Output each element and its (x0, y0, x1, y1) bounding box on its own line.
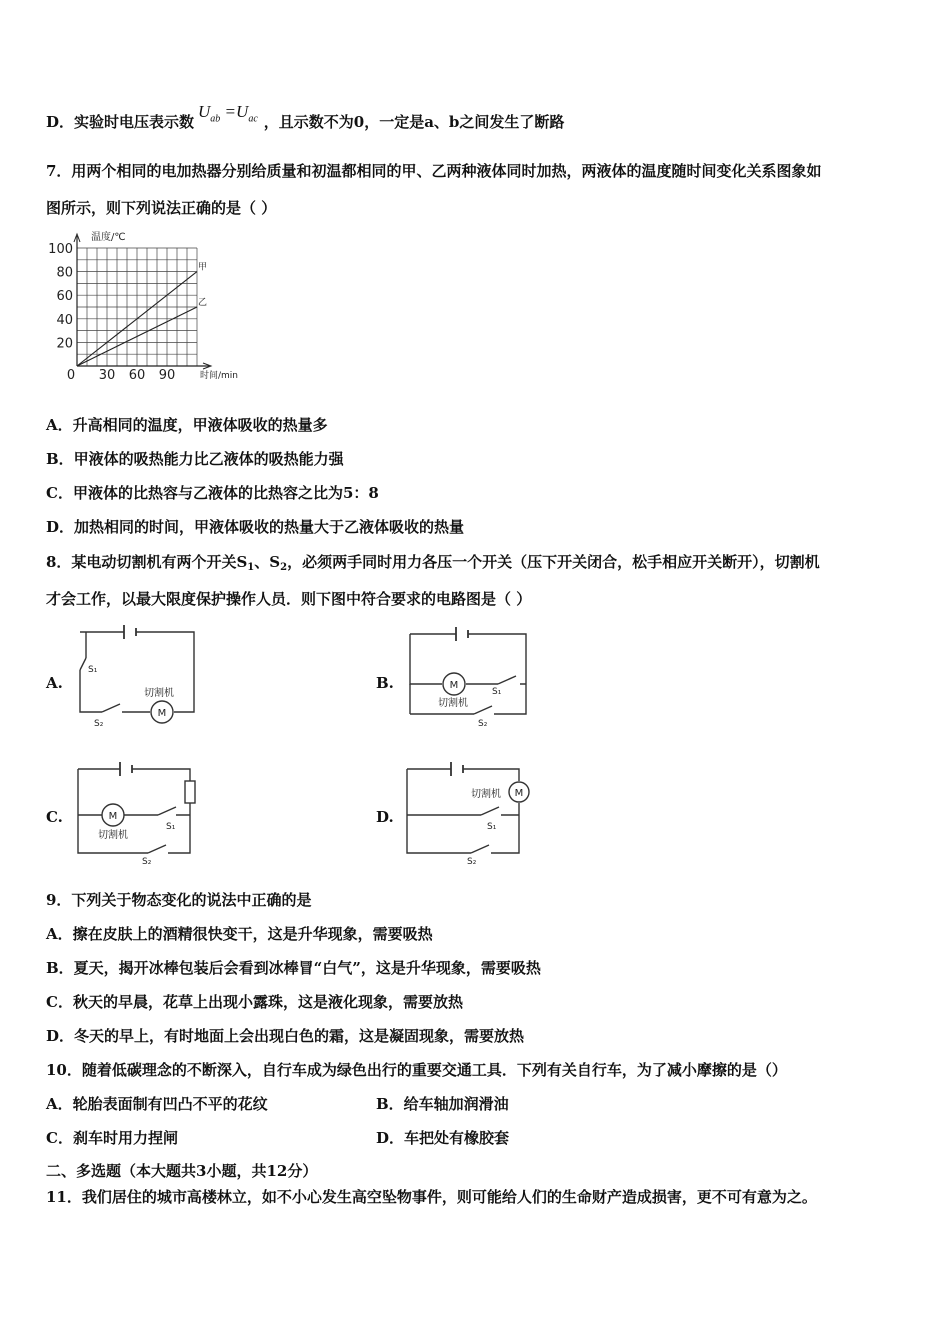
battery-icon (451, 762, 463, 776)
switch-s2-icon (148, 845, 166, 853)
q8-stem-part-b: 、S (254, 553, 281, 571)
switch-s1-icon (481, 807, 499, 815)
q8-label-b: B. (376, 674, 394, 692)
formula-uab-uac (198, 102, 258, 125)
x-tick-label: 90 (158, 368, 176, 383)
chart-grid (77, 248, 197, 366)
x-axis-title: 时间/min (200, 371, 239, 381)
q8-stem-sub1: 1 (247, 562, 255, 573)
y-axis-title: 温度/℃ (91, 232, 126, 243)
q10-option-b: B．给车轴加润滑油 (376, 1095, 509, 1113)
q8-stem-sub2: 2 (280, 562, 288, 573)
chart-axes (74, 234, 211, 369)
x-tick-label: 0 (66, 368, 76, 383)
machine-label: 切割机 (438, 698, 468, 709)
formula-eq: = (224, 102, 237, 121)
q8-stem-line2: 才会工作，以最大限度保护操作人员．则下图中符合要求的电路图是（ ） (46, 590, 532, 608)
resistor-icon (185, 781, 195, 803)
q7-option-a: A．升高相同的温度，甲液体吸收的热量多 (46, 416, 328, 434)
s2-label: S₂ (142, 857, 152, 867)
q7-option-d: D．加热相同的时间，甲液体吸收的热量大于乙液体吸收的热量 (46, 518, 465, 536)
q7-option-b: B．甲液体的吸热能力比乙液体的吸热能力强 (46, 450, 344, 468)
machine-label: 切割机 (144, 688, 174, 699)
formula-sub1: ab (210, 113, 221, 125)
q8-stem-part-c: ，必须两手同时用力各压一个开关（压下开关闭合，松手相应开关断开），切割机 (287, 553, 820, 571)
switch-s1-icon (158, 807, 176, 815)
machine-label: 切割机 (471, 789, 501, 800)
q7-stem-line2: 图所示，则下列说法正确的是（ ） (46, 199, 277, 217)
q7-temperature-chart (42, 226, 252, 384)
s2-label: S₂ (478, 719, 488, 729)
series-label-0: 甲 (198, 262, 208, 273)
y-tick-label: 40 (56, 312, 73, 328)
q8-stem-part-a: 8．某电动切割机有两个开关S (46, 553, 248, 571)
switch-s2-icon (474, 706, 492, 714)
y-tick-label: 60 (56, 289, 73, 305)
q8-label-d: D. (376, 808, 394, 826)
q9-option-d: D．冬天的早上，有时地面上会出现白色的霜，这是凝固现象，需要放热 (46, 1027, 525, 1045)
s1-label: S₁ (487, 822, 497, 832)
q10-option-a: A．轮胎表面制有凹凸不平的花纹 (46, 1095, 268, 1113)
s1-label: S₁ (166, 822, 176, 832)
machine-label: 切割机 (98, 830, 128, 841)
s2-label: S₂ (467, 857, 477, 867)
q8-label-a: A. (46, 674, 63, 692)
formula-u2: U (236, 102, 249, 121)
formula-sub2: ac (248, 113, 258, 125)
y-tick-label: 100 (48, 242, 73, 257)
motor-label: M (108, 811, 118, 822)
switch-s2-icon (102, 704, 120, 712)
s2-label: S₂ (94, 719, 104, 729)
switch-s1-icon (80, 658, 86, 670)
circuit-a (72, 620, 212, 730)
series-label-1: 乙 (198, 298, 208, 308)
x-tick-label: 60 (128, 368, 146, 383)
circuit-b (404, 622, 539, 732)
battery-icon (120, 762, 132, 776)
s1-label: S₁ (492, 687, 502, 697)
circuit-c-wires (78, 769, 190, 853)
q9-option-c: C．秋天的早晨，花草上出现小露珠，这是液化现象，需要放热 (46, 993, 463, 1011)
circuit-d (403, 757, 538, 867)
q6-option-d (46, 102, 565, 139)
section-2-title: 二、多选题（本大题共3小题，共12分） (46, 1162, 318, 1180)
formula-u1: U (198, 102, 211, 121)
motor-label: M (157, 708, 167, 719)
battery-icon (456, 627, 468, 641)
switch-s2-icon (471, 845, 489, 853)
q6-option-d-prefix: D．实验时电压表示数 (46, 113, 195, 131)
q6-option-d-suffix: ，且示数不为0，一定是a、b之间发生了断路 (263, 113, 565, 131)
q10-stem: 10．随着低碳理念的不断深入，自行车成为绿色出行的重要交通工具．下列有关自行车，为了减小摩擦的是（） (46, 1061, 787, 1079)
circuit-d-wires (407, 769, 519, 853)
q10-option-c: C．刹车时用力捏闸 (46, 1129, 178, 1147)
x-tick-label: 30 (98, 368, 116, 383)
motor-label: M (449, 680, 459, 691)
q10-option-d: D．车把处有橡胶套 (376, 1129, 510, 1147)
q9-option-a: A．擦在皮肤上的酒精很快变干，这是升华现象，需要吸热 (46, 925, 433, 943)
circuit-c (72, 757, 207, 867)
switch-s1-icon (498, 676, 516, 684)
q7-option-c: C．甲液体的比热容与乙液体的比热容之比为5：8 (46, 484, 379, 502)
y-tick-label: 20 (56, 336, 73, 352)
q9-option-b: B．夏天，揭开冰棒包装后会看到冰棒冒“白气”，这是升华现象，需要吸热 (46, 959, 541, 977)
circuit-b-wires (410, 634, 526, 714)
motor-label: M (514, 788, 524, 799)
q11-stem: 11．我们居住的城市高楼林立，如不小心发生高空坠物事件，则可能给人们的生命财产造成损害，更不可有意为之。 (46, 1188, 817, 1206)
y-tick-label: 80 (56, 265, 73, 281)
q8-stem-line1 (46, 552, 820, 578)
q8-label-c: C. (46, 808, 63, 826)
q9-stem: 9．下列关于物态变化的说法中正确的是 (46, 891, 312, 909)
s1-label: S₁ (88, 665, 98, 675)
q7-stem-line1: 7．用两个相同的电加热器分别给质量和初温都相同的甲、乙两种液体同时加热，两液体的温度随时间变化关系图象如 (46, 162, 822, 180)
battery-icon (124, 625, 136, 639)
